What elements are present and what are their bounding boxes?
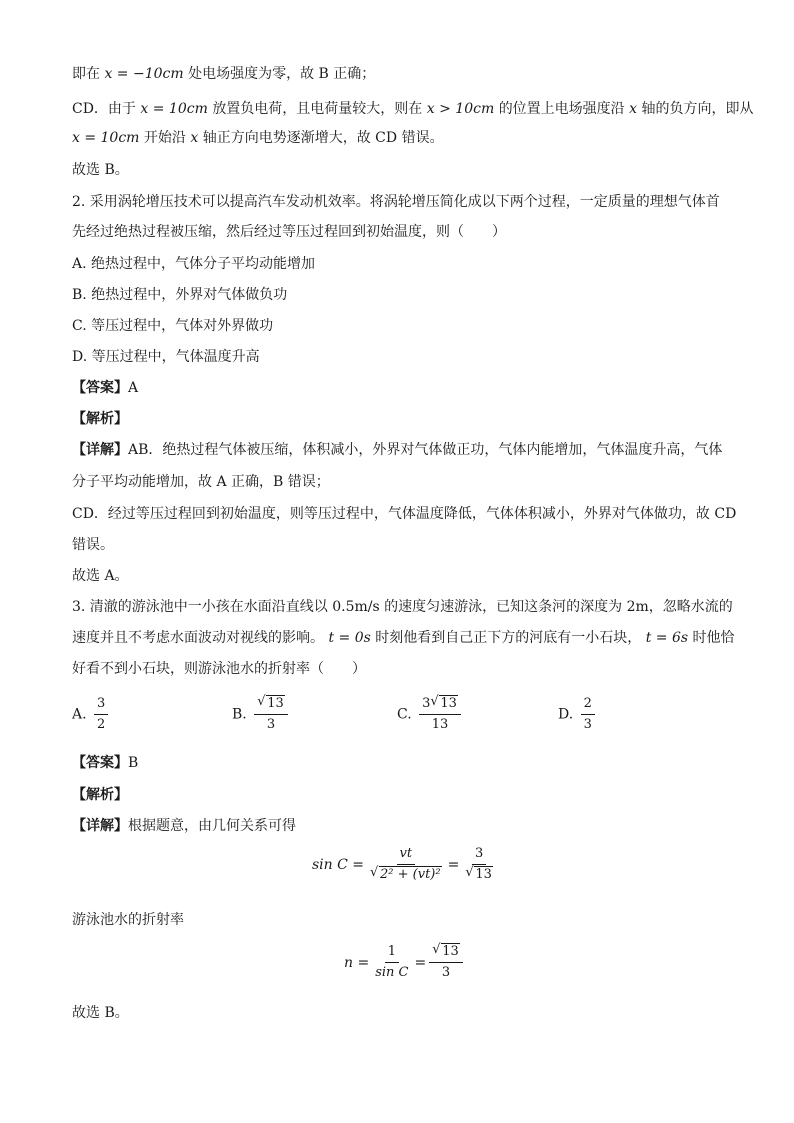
math-x: x — [190, 130, 199, 146]
intro-line-3 — [72, 128, 444, 148]
fraction — [429, 944, 463, 981]
intro-line-2 — [72, 99, 754, 119]
q2-option-d: D. 等压过程中，气体温度升高 — [72, 349, 260, 365]
numerator — [254, 696, 288, 715]
intro-conclusion: 故选 B。 — [72, 162, 129, 178]
text: 根据题意，由几何关系可得 — [128, 818, 296, 834]
fraction — [367, 846, 445, 883]
analysis-tag: 【解析】 — [72, 787, 128, 803]
math-x: x > 10cm — [426, 101, 495, 117]
math-x: x = −10cm — [104, 66, 184, 82]
q2-detail-4: 错误。 — [72, 537, 114, 553]
math-x: x = 10cm — [140, 101, 208, 117]
text: 即在 — [72, 66, 100, 82]
fraction — [372, 944, 411, 981]
q2-stem-1: 2. 采用涡轮增压技术可以提高汽车发动机效率。将涡轮增压简化成以下两个过程，一定质量的理想气体首 — [72, 194, 720, 210]
q2-option-c: C. 等压过程中，气体对外界做功 — [72, 318, 274, 334]
analysis-tag: 【解析】 — [72, 411, 128, 427]
q3-conclusion: 故选 B。 — [72, 1005, 129, 1021]
q2-option-b: B. 绝热过程中，外界对气体做负功 — [72, 287, 288, 303]
equals-sign: = — [414, 954, 427, 971]
radicand: 13 — [267, 696, 284, 711]
denominator: 13 — [431, 717, 449, 732]
numerator: 3 — [472, 846, 486, 865]
text: 时他恰 — [692, 630, 735, 646]
q2-conclusion: 故选 A。 — [72, 568, 129, 584]
radicand: 13 — [440, 696, 457, 711]
option-label: C. — [397, 706, 412, 723]
radicand: 13 — [442, 944, 459, 959]
text: 放置负电荷，且电荷量较大，则在 — [212, 101, 423, 117]
denominator — [367, 865, 445, 883]
math-x: x = 10cm — [72, 130, 140, 146]
q3-stem-2 — [72, 628, 735, 648]
q3-option-c — [397, 696, 464, 733]
q2-detail-1 — [72, 440, 722, 460]
coefficient: 3 — [422, 696, 431, 711]
option-label: B. — [232, 706, 247, 723]
detail-tag: 【详解】 — [72, 818, 128, 834]
q2-stem-2: 先经过绝热过程被压缩，然后经过等压过程回到初始温度，则（ ） — [72, 224, 506, 240]
numerator — [429, 944, 463, 963]
answer-value: B — [128, 755, 139, 771]
option-label: A. — [72, 706, 87, 723]
math-x: x — [629, 101, 638, 117]
eq-lhs: sin C = — [312, 856, 365, 873]
text: CD．由于 — [72, 101, 136, 117]
q3-option-a — [72, 696, 111, 733]
denominator: 3 — [441, 965, 451, 980]
numerator: vt — [397, 846, 416, 865]
denominator: 3 — [583, 717, 592, 732]
q3-mid-text: 游泳池水的折射率 — [72, 912, 184, 928]
fraction — [462, 846, 496, 883]
text: 的位置上电场强度沿 — [498, 101, 625, 117]
sqrt: √ 13 — [465, 865, 492, 882]
math-t: t = 6s — [645, 630, 689, 646]
eq-lhs: n = — [344, 954, 370, 971]
denominator: sin C — [375, 965, 409, 980]
q2-answer — [72, 378, 138, 398]
fraction — [94, 696, 108, 733]
text: 轴的负方向，即从 — [641, 101, 754, 117]
intro-line-1 — [72, 64, 375, 84]
sqrt: √ 2² + (vt)² — [370, 865, 441, 882]
sqrt: √ 13 — [257, 694, 284, 711]
numerator: 1 — [385, 944, 399, 963]
fraction — [419, 696, 461, 733]
q2-detail-3: CD．经过等压过程回到初始温度，则等压过程中，气体温度降低，气体体积减小，外界对气体做功，故 CD — [72, 506, 737, 522]
sqrt: √ 13 — [432, 942, 459, 959]
answer-tag: 【答案】 — [72, 755, 128, 771]
text: 开始沿 — [143, 130, 186, 146]
text: 速度并且不考虑水面波动对视线的影响。 — [72, 630, 324, 646]
q3-detail-1 — [72, 816, 296, 836]
q3-analysis-tag — [72, 785, 128, 805]
equals-sign: = — [447, 856, 460, 873]
radicand: 13 — [475, 867, 492, 882]
equation-sin-c — [312, 846, 499, 883]
text: 轴正方向电势逐渐增大，故 CD 错误。 — [202, 130, 444, 146]
denominator: 3 — [266, 717, 276, 732]
answer-tag: 【答案】 — [72, 380, 128, 396]
numerator: 3 — [94, 696, 108, 715]
fraction — [254, 696, 288, 733]
numerator — [419, 696, 461, 715]
sqrt: √ 13 — [430, 694, 457, 711]
text: AB．绝热过程气体被压缩，体积减小，外界对气体做正功，气体内能增加，气体温度升高，气体 — [128, 442, 723, 458]
q2-detail-2: 分子平均动能增加，故 A 正确，B 错误； — [72, 474, 330, 490]
detail-tag: 【详解】 — [72, 442, 128, 458]
q2-analysis-tag — [72, 409, 128, 429]
text: 处电场强度为零，故 B 正确； — [188, 66, 376, 82]
q3-option-d — [558, 696, 598, 733]
q3-stem-3: 好看不到小石块，则游泳池水的折射率（ ） — [72, 661, 366, 677]
denominator — [462, 865, 496, 883]
q2-option-a: A. 绝热过程中，气体分子平均动能增加 — [72, 256, 316, 272]
q3-stem-1: 3. 清澈的游泳池中一小孩在水面沿直线以 0.5m/s 的速度匀速游泳，已知这条河的深度为 2m，忽略水流的 — [72, 599, 733, 615]
denominator: 2 — [97, 717, 106, 732]
answer-value: A — [128, 380, 139, 396]
radicand: 2² + (vt)² — [380, 867, 441, 882]
option-label: D. — [558, 706, 574, 723]
numerator: 2 — [581, 696, 595, 715]
q3-option-b — [232, 696, 291, 733]
fraction — [581, 696, 595, 733]
q3-answer — [72, 753, 138, 773]
text: 时刻他看到自己正下方的河底有一小石块， — [375, 630, 642, 646]
equation-n — [344, 944, 466, 981]
math-t: t = 0s — [328, 630, 371, 646]
